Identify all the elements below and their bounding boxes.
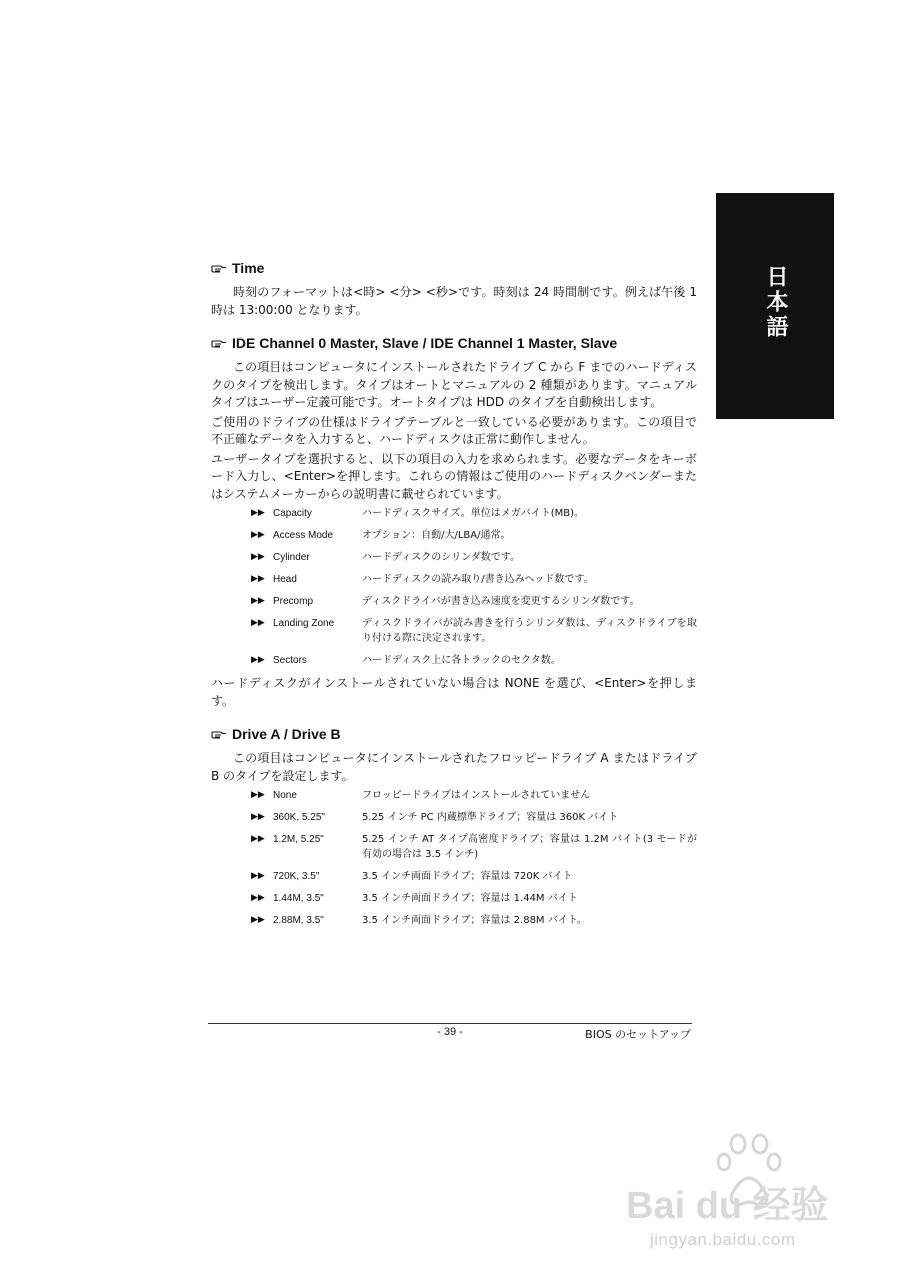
list-item <box>211 913 697 928</box>
pointing-hand-icon <box>211 729 227 739</box>
item-term: Sectors <box>273 655 307 666</box>
item-term: Precomp <box>273 596 314 607</box>
item-term: Access Mode <box>273 530 334 541</box>
section-heading-ide-channel <box>211 329 697 357</box>
section-paragraph: この項目はコンピュータにインストールされたフロッピードライブ A またはドライブ B のタイプを設定します。 <box>211 751 697 783</box>
section-paragraph: ハードディスクがインストールされていない場合は NONE を選び、<Enter>を押します。 <box>211 676 697 708</box>
watermark-url: jingyan.baidu.com <box>650 1230 796 1249</box>
watermark-logo-text: Bai du 经验 <box>626 1185 829 1227</box>
item-description: 3.5 インチ両面ドライブ；容量は 1.44M バイト <box>362 893 578 904</box>
item-term: Capacity <box>273 508 312 519</box>
page-number: - 39 - <box>437 1026 463 1038</box>
ide-parameter-list <box>211 506 697 668</box>
double-arrow-icon: ▶▶ <box>251 574 265 584</box>
double-arrow-icon: ▶▶ <box>251 508 265 518</box>
item-description: 3.5 インチ両面ドライブ；容量は 720K バイト <box>362 871 573 882</box>
item-term: Head <box>273 574 297 585</box>
language-tab-label: 日本語 <box>763 265 788 340</box>
double-arrow-icon: ▶▶ <box>251 530 265 540</box>
floppy-type-list <box>211 788 697 928</box>
section-title: Time <box>232 260 265 276</box>
item-term: 2.88M, 3.5" <box>273 915 324 926</box>
footer-title: BIOS のセットアップ <box>585 1028 691 1041</box>
list-item <box>211 528 697 543</box>
list-item <box>211 832 697 862</box>
section-heading-drive <box>211 720 697 748</box>
item-description: ハードディスク上に各トラックのセクタ数。 <box>362 655 561 666</box>
double-arrow-icon: ▶▶ <box>251 871 265 881</box>
item-description: ハードディスクの読み取り/書き込みヘッド数です。 <box>362 574 594 585</box>
footer-divider <box>208 1023 692 1024</box>
list-item <box>211 869 697 884</box>
list-item <box>211 788 697 803</box>
double-arrow-icon: ▶▶ <box>251 893 265 903</box>
double-arrow-icon: ▶▶ <box>251 915 265 925</box>
double-arrow-icon: ▶▶ <box>251 596 265 606</box>
list-item <box>211 550 697 565</box>
double-arrow-icon: ▶▶ <box>251 655 265 665</box>
double-arrow-icon: ▶▶ <box>251 834 265 844</box>
pointing-hand-icon <box>211 338 227 348</box>
list-item <box>211 653 697 668</box>
double-arrow-icon: ▶▶ <box>251 618 265 628</box>
item-term: 1.2M, 5.25" <box>273 834 324 845</box>
double-arrow-icon: ▶▶ <box>251 790 265 800</box>
item-description: ハードディスクのシリンダ数です。 <box>362 552 520 563</box>
item-description: 3.5 インチ両面ドライブ；容量は 2.88M バイト。 <box>362 915 587 926</box>
item-term: Landing Zone <box>273 618 335 629</box>
section-paragraph: ご使用のドライブの仕様はドライブテーブルと一致している必要があります。この項目で不正確なデータを入力すると、ハードディスクは正常に動作しません。 <box>211 414 697 446</box>
section-paragraph: この項目はコンピュータにインストールされたドライブ C から F までのハードディスクのタイプを検出します。タイプはオートとマニュアルの 2 種類があります。マニュアルタイプはユーザー定義可能です。オートタイプは HDD のタイプを自動検出します。 <box>211 360 697 409</box>
item-description: オプション：自動/大/LBA/通常。 <box>362 530 511 541</box>
list-item <box>211 891 697 906</box>
item-description: フロッピードライブはインストールされていません <box>362 790 591 801</box>
item-description: ディスクドライバが書き込み速度を変更するシリンダ数です。 <box>362 596 640 607</box>
pointing-hand-icon <box>211 263 227 273</box>
item-term: Cylinder <box>273 552 310 563</box>
section-title: Drive A / Drive B <box>232 726 341 742</box>
item-term: 360K, 5.25" <box>273 812 325 823</box>
item-description: ディスクドライバが読み書きを行うシリンダ数は、ディスクドライブを取り付ける際に決定されます。 <box>362 618 697 644</box>
item-description: 5.25 インチ AT タイプ高密度ドライブ；容量は 1.2M バイト(3 モードが有効の場合は 3.5 インチ) <box>362 834 697 860</box>
item-term: None <box>273 790 297 801</box>
language-tab <box>716 193 834 419</box>
item-term: 1.44M, 3.5" <box>273 893 324 904</box>
section-paragraph: ユーザータイプを選択すると、以下の項目の入力を求められます。必要なデータをキーボード入力し、<Enter>を押します。これらの情報はご使用のハードディスクベンダーまたはシステムメーカーからの説明書に載せられています。 <box>211 451 697 501</box>
list-item <box>211 594 697 609</box>
double-arrow-icon: ▶▶ <box>251 812 265 822</box>
item-term: 720K, 3.5" <box>273 871 320 882</box>
list-item <box>211 506 697 521</box>
double-arrow-icon: ▶▶ <box>251 552 265 562</box>
section-heading-time <box>211 254 697 282</box>
page-content <box>211 254 697 935</box>
list-item <box>211 810 697 825</box>
baidu-watermark-logo <box>620 1132 870 1227</box>
item-description: ハードディスクサイズ。単位はメガバイト(MB)。 <box>362 508 584 519</box>
section-title: IDE Channel 0 Master, Slave / IDE Channel 1 Master, Slave <box>232 335 618 351</box>
section-paragraph: 時刻のフォーマットは<時> <分> <秒>です。時刻は 24 時間制です。例えば午後 1 時は 13:00:00 となります。 <box>211 285 697 317</box>
item-description: 5.25 インチ PC 内蔵標準ドライブ；容量は 360K バイト <box>362 812 619 823</box>
list-item <box>211 572 697 587</box>
list-item <box>211 616 697 646</box>
